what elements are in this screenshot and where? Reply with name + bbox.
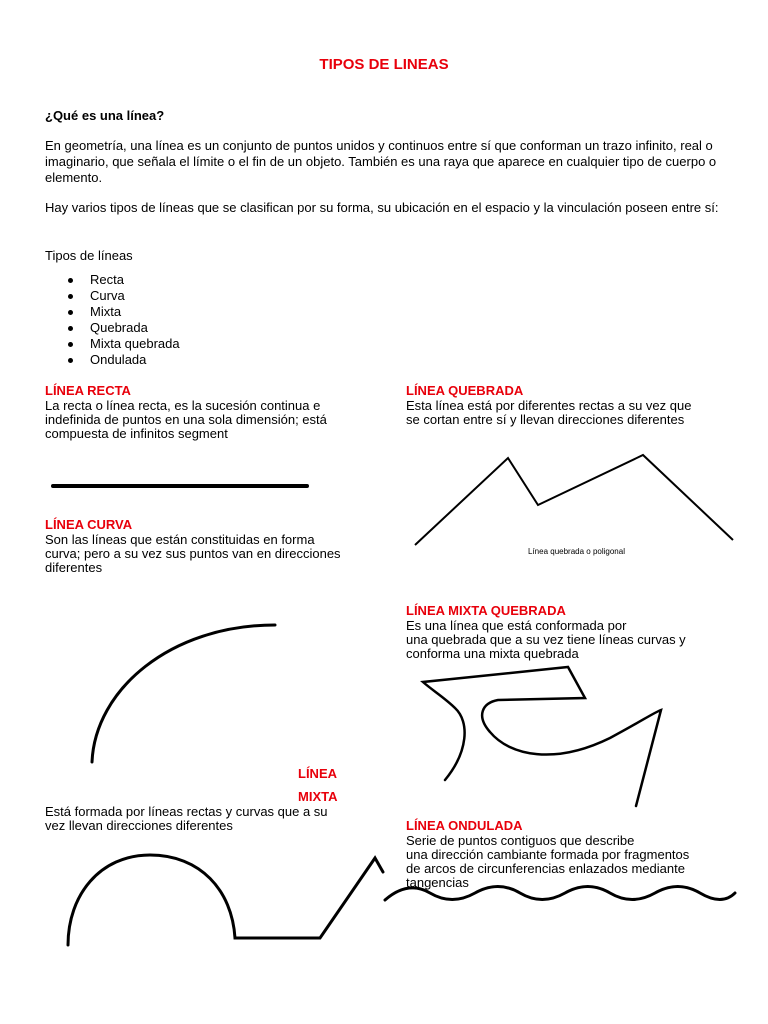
section-text-line: tangencias xyxy=(406,875,469,890)
section-heading: LÍNEA RECTA xyxy=(45,383,131,398)
section-heading-mixta-line2: MIXTA xyxy=(298,789,338,804)
section-heading: LÍNEA ONDULADA xyxy=(406,818,523,833)
section-heading: LÍNEA MIXTA QUEBRADA xyxy=(406,603,566,618)
list-item: Quebrada xyxy=(45,320,180,336)
page-title: TIPOS DE LINEAS xyxy=(319,56,449,73)
section-text-line: una dirección cambiante formada por fragmentos xyxy=(406,847,690,862)
definition-paragraph: En geometría, una línea es un conjunto de puntos unidos y continuos entre sí que conforman un trazo infinito, real o imaginario, que señala el límite o el fin de un objeto. También es una raya que aparece en cualquier tipo de cuerpo o elemento. xyxy=(45,138,717,185)
section-heading: LÍNEA QUEBRADA xyxy=(406,383,524,398)
list-item: Recta xyxy=(45,272,180,288)
list-item: Mixta quebrada xyxy=(45,336,180,352)
section-text-line: Está formada por líneas rectas y curvas que a su xyxy=(45,804,328,819)
section-text-line: una quebrada que a su vez tiene líneas curvas y xyxy=(406,632,686,647)
section-text-line: curva; pero a su vez sus puntos van en direcciones xyxy=(45,546,341,561)
section-text-line: La recta o línea recta, es la sucesión continua e xyxy=(45,398,321,413)
section-text-line: diferentes xyxy=(45,560,103,575)
section-text-line: compuesta de infinitos segment xyxy=(45,426,228,441)
section-text-line: se cortan entre sí y llevan direcciones diferentes xyxy=(406,412,685,427)
question-heading: ¿Qué es una línea? xyxy=(45,108,165,123)
section-heading: LÍNEA CURVA xyxy=(45,517,133,532)
section-text-line: conforma una mixta quebrada xyxy=(406,646,579,661)
section-text-line: Es una línea que está conformada por xyxy=(406,618,627,633)
section-heading-mixta-line1: LÍNEA xyxy=(298,766,337,781)
section-text-line: de arcos de circunferencias enlazados mediante xyxy=(406,861,685,876)
figure-caption: Línea quebrada o poligonal xyxy=(528,547,625,556)
section-text-line: Serie de puntos contiguos que describe xyxy=(406,833,635,848)
section-text-line: indefinida de puntos en una sola dimensión; está xyxy=(45,412,327,427)
section-text-line: Esta línea está por diferentes rectas a su vez que xyxy=(406,398,692,413)
list-item: Mixta xyxy=(45,304,180,320)
types-label: Tipos de líneas xyxy=(45,248,133,263)
section-text-line: vez llevan direcciones diferentes xyxy=(45,818,233,833)
list-item: Ondulada xyxy=(45,352,180,368)
list-item: Curva xyxy=(45,288,180,304)
classification-paragraph: Hay varios tipos de líneas que se clasifican por su forma, su ubicación en el espacio y la vinculación poseen entre sí: xyxy=(45,200,719,215)
section-text-line: Son las líneas que están constituidas en forma xyxy=(45,532,315,547)
